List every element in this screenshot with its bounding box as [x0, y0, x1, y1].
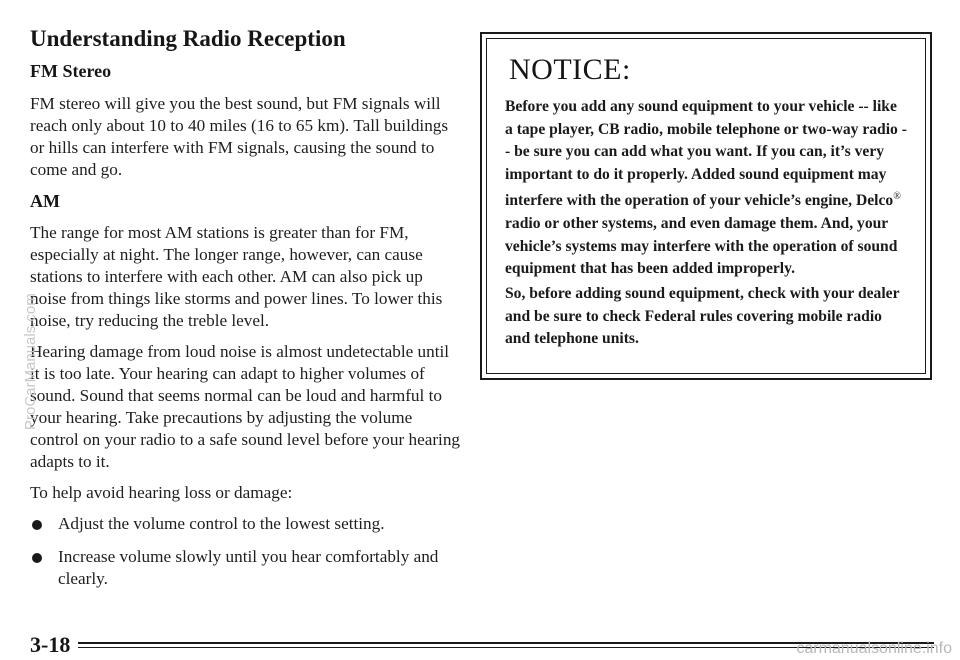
page-number: 3-18: [30, 632, 71, 657]
avoid-intro: To help avoid hearing loss or damage:: [30, 483, 293, 502]
bullet-icon: [32, 520, 42, 530]
bullet-list: [30, 513, 462, 590]
page-footer: [30, 632, 910, 656]
notice-text-part-2: radio or other systems, and even damage them. And, your vehicle’s systems may interfere with the operation of sound equipment that has been added improperly.: [505, 215, 898, 278]
bullet-text: Increase volume slowly until you hear comfortably and clearly.: [58, 547, 439, 588]
bullet-text: Adjust the volume control to the lowest setting.: [58, 514, 385, 533]
watermark-left: [20, 230, 40, 430]
list-item: [30, 546, 462, 590]
hearing-paragraph: Hearing damage from loud noise is almost undetectable until it is too late. Your hearing can adapt to higher volumes of sound. Sound that seems normal can be loud and harmful to your hearing. Take precautions by adjusting the volume control on your radio to a safe sound level before your hearing adapts to it.: [30, 342, 461, 471]
notice-title: NOTICE:: [509, 53, 631, 86]
notice-box: [480, 32, 932, 380]
notice-paragraph-2: So, before adding sound equipment, check with your dealer and be sure to check Federal rules covering mobile radio and telephone units.: [505, 284, 900, 348]
section-heading: Understanding Radio Reception: [30, 26, 346, 51]
watermark-right: carmanualsonline.info: [796, 640, 952, 657]
watermark-left-text: ProCarManuals.com: [22, 293, 39, 430]
bullet-icon: [32, 553, 42, 563]
am-paragraph: The range for most AM stations is greater than for FM, especially at night. The longer range, however, can cause stations to interfere with each other. AM can also pick up noise from things like storms and power lines. To lower this noise, try reducing the treble level.: [30, 223, 443, 330]
fm-stereo-heading: FM Stereo: [30, 61, 112, 81]
list-item: [30, 513, 462, 535]
notice-inner-border: [486, 38, 926, 374]
left-column: [30, 26, 462, 601]
notice-text-part-1: Before you add any sound equipment to your vehicle -- like a tape player, CB radio, mobile telephone or two-way radio -- be sure you can add what you want. If you can, it’s very important to do it properly. Added sound equipment may interfere with the operation of your vehicle’s engine, Delco: [505, 98, 907, 210]
notice-paragraph-1: [505, 96, 907, 281]
am-heading: AM: [30, 191, 60, 211]
fm-paragraph: FM stereo will give you the best sound, but FM signals will reach only about 10 to 40 miles (16 to 65 km). Tall buildings or hills can interfere with FM signals, causing the sound to come and go.: [30, 94, 449, 179]
registered-mark: ®: [893, 191, 901, 203]
